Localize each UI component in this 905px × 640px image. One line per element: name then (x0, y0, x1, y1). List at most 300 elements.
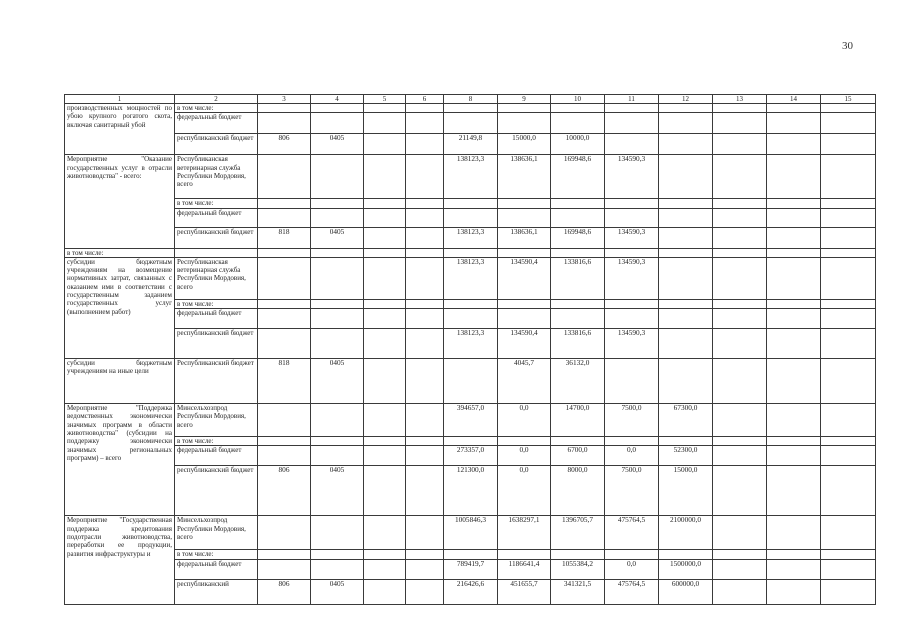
value-cell (659, 155, 713, 199)
row-funding-source: федеральный бюджет (175, 559, 258, 579)
value-cell (406, 113, 444, 134)
value-cell (551, 309, 605, 329)
value-cell (605, 199, 659, 208)
table-row (65, 550, 876, 559)
value-cell (713, 257, 767, 299)
value-cell: 134590,4 (498, 257, 551, 299)
value-cell: 8000,0 (551, 466, 605, 516)
table-row (65, 113, 876, 134)
value-cell (406, 257, 444, 299)
value-cell (364, 248, 406, 257)
value-cell: 1396705,7 (551, 516, 605, 550)
value-cell (821, 227, 876, 248)
value-cell (821, 299, 876, 308)
table-row (65, 104, 876, 113)
value-cell (364, 155, 406, 199)
value-cell (498, 437, 551, 446)
value-cell (406, 550, 444, 559)
table-header-cell: 14 (767, 95, 821, 104)
value-cell: 21149,8 (444, 134, 498, 155)
value-cell (821, 208, 876, 227)
value-cell: 7500,0 (605, 404, 659, 437)
value-cell (767, 248, 821, 257)
table-row (65, 199, 876, 208)
row-funding-source: Республиканская ветеринарная служба Республики Мордовия, всего (175, 257, 258, 299)
value-cell (659, 104, 713, 113)
value-cell (713, 248, 767, 257)
table-header-cell: 9 (498, 95, 551, 104)
table-row (65, 516, 876, 550)
table-row (65, 579, 876, 604)
value-cell (364, 113, 406, 134)
table-header-cell: 11 (605, 95, 659, 104)
value-cell (444, 113, 498, 134)
row-funding-source: республиканский бюджет (175, 134, 258, 155)
value-cell (551, 437, 605, 446)
value-cell (444, 309, 498, 329)
value-cell (406, 248, 444, 257)
value-cell (258, 155, 311, 199)
value-cell (821, 446, 876, 466)
value-cell (406, 516, 444, 550)
value-cell (659, 550, 713, 559)
value-cell (821, 359, 876, 404)
table-body (65, 104, 876, 605)
value-cell (551, 199, 605, 208)
value-cell (311, 248, 364, 257)
value-cell: 134590,4 (498, 329, 551, 359)
value-cell (406, 309, 444, 329)
value-cell (498, 104, 551, 113)
row-description: субсидии бюджетным учреждениям на иные цели (65, 359, 175, 404)
value-cell (767, 559, 821, 579)
table-row (65, 559, 876, 579)
value-cell: 6700,0 (551, 446, 605, 466)
value-cell: 121300,0 (444, 466, 498, 516)
value-cell (713, 227, 767, 248)
table-header-cell: 12 (659, 95, 713, 104)
value-cell (713, 359, 767, 404)
value-cell (821, 199, 876, 208)
row-funding-source: республиканский бюджет (175, 466, 258, 516)
value-cell (364, 559, 406, 579)
value-cell (258, 404, 311, 437)
value-cell: 134590,3 (605, 257, 659, 299)
row-funding-source: федеральный бюджет (175, 446, 258, 466)
value-cell (444, 550, 498, 559)
value-cell (767, 113, 821, 134)
table-header-cell: 13 (713, 95, 767, 104)
value-cell (551, 113, 605, 134)
value-cell: 133816,6 (551, 257, 605, 299)
value-cell (659, 359, 713, 404)
value-cell (713, 559, 767, 579)
value-cell (659, 248, 713, 257)
value-cell: 138123,3 (444, 257, 498, 299)
value-cell (364, 329, 406, 359)
value-cell (821, 404, 876, 437)
value-cell: 133816,6 (551, 329, 605, 359)
table-row (65, 299, 876, 308)
value-cell (713, 466, 767, 516)
value-cell (659, 329, 713, 359)
value-cell (364, 257, 406, 299)
value-cell: 600000,0 (659, 579, 713, 604)
value-cell (713, 309, 767, 329)
row-funding-source (175, 248, 258, 257)
table-row (65, 248, 876, 257)
value-cell: 806 (258, 466, 311, 516)
value-cell (444, 199, 498, 208)
value-cell: 1500000,0 (659, 559, 713, 579)
value-cell (821, 104, 876, 113)
value-cell (406, 208, 444, 227)
table-row (65, 227, 876, 248)
row-funding-source: Минсельхозпрод Республики Мордовия, всего (175, 516, 258, 550)
value-cell: 394657,0 (444, 404, 498, 437)
value-cell (364, 404, 406, 437)
value-cell (444, 208, 498, 227)
value-cell (605, 113, 659, 134)
value-cell (406, 559, 444, 579)
value-cell (767, 208, 821, 227)
value-cell: 0405 (311, 466, 364, 516)
value-cell (406, 199, 444, 208)
value-cell (498, 299, 551, 308)
table-row (65, 466, 876, 516)
table-header-cell: 10 (551, 95, 605, 104)
value-cell: 169948,6 (551, 155, 605, 199)
value-cell (551, 208, 605, 227)
row-funding-source: федеральный бюджет (175, 208, 258, 227)
value-cell (821, 134, 876, 155)
value-cell (767, 227, 821, 248)
value-cell (364, 466, 406, 516)
value-cell (605, 248, 659, 257)
value-cell (258, 329, 311, 359)
value-cell (311, 516, 364, 550)
value-cell (659, 113, 713, 134)
value-cell (364, 208, 406, 227)
value-cell (406, 299, 444, 308)
value-cell (821, 257, 876, 299)
value-cell (258, 208, 311, 227)
value-cell (659, 309, 713, 329)
value-cell: 1005846,3 (444, 516, 498, 550)
value-cell: 52300,0 (659, 446, 713, 466)
value-cell (311, 446, 364, 466)
table-row (65, 257, 876, 299)
row-funding-source: республиканский бюджет (175, 329, 258, 359)
value-cell (444, 248, 498, 257)
table-row (65, 309, 876, 329)
row-description: Мероприятие "Оказание государственных услуг в отрасли животноводства" - всего: (65, 155, 175, 248)
value-cell (767, 446, 821, 466)
value-cell (767, 579, 821, 604)
value-cell (406, 329, 444, 359)
value-cell (258, 299, 311, 308)
value-cell (713, 437, 767, 446)
table-row (65, 437, 876, 446)
value-cell (311, 155, 364, 199)
value-cell (767, 359, 821, 404)
value-cell: 2100000,0 (659, 516, 713, 550)
value-cell (605, 104, 659, 113)
value-cell (258, 446, 311, 466)
value-cell: 10000,0 (551, 134, 605, 155)
table-header-cell: 5 (364, 95, 406, 104)
value-cell (364, 299, 406, 308)
value-cell: 138636,1 (498, 155, 551, 199)
value-cell (605, 437, 659, 446)
value-cell: 216426,6 (444, 579, 498, 604)
value-cell (605, 550, 659, 559)
value-cell (713, 446, 767, 466)
value-cell (498, 208, 551, 227)
value-cell (498, 199, 551, 208)
value-cell (659, 199, 713, 208)
value-cell (551, 550, 605, 559)
row-funding-source: республиканский бюджет (175, 227, 258, 248)
value-cell: 451655,7 (498, 579, 551, 604)
row-funding-source: в том числе: (175, 104, 258, 113)
row-description: производственных мощностей по убою крупного рогатого скота, включая санитарный убой (65, 104, 175, 155)
value-cell (364, 227, 406, 248)
value-cell (444, 437, 498, 446)
value-cell (406, 404, 444, 437)
value-cell (821, 466, 876, 516)
value-cell (258, 516, 311, 550)
value-cell (821, 437, 876, 446)
value-cell (406, 466, 444, 516)
value-cell (444, 104, 498, 113)
value-cell: 0,0 (498, 404, 551, 437)
value-cell (713, 550, 767, 559)
table-header-row (65, 95, 876, 104)
row-description: Мероприятие "Государственная поддержка кредитования подотрасли животноводства, переработки ее продукции, развития инфраструктуры и (65, 516, 175, 604)
row-funding-source: в том числе: (175, 299, 258, 308)
row-funding-source: республиканский (175, 579, 258, 604)
table-header-cell: 4 (311, 95, 364, 104)
value-cell (444, 359, 498, 404)
table-row (65, 134, 876, 155)
value-cell (659, 257, 713, 299)
value-cell (311, 199, 364, 208)
budget-table (64, 94, 876, 605)
value-cell: 789419,7 (444, 559, 498, 579)
value-cell (767, 155, 821, 199)
value-cell (767, 257, 821, 299)
value-cell (364, 550, 406, 559)
value-cell (498, 248, 551, 257)
value-cell (767, 516, 821, 550)
value-cell: 1638297,1 (498, 516, 551, 550)
value-cell (821, 155, 876, 199)
row-funding-source: в том числе: (175, 199, 258, 208)
value-cell: 0,0 (498, 446, 551, 466)
value-cell (364, 104, 406, 113)
value-cell: 0,0 (498, 466, 551, 516)
value-cell: 341321,5 (551, 579, 605, 604)
value-cell (659, 437, 713, 446)
value-cell (311, 309, 364, 329)
value-cell: 818 (258, 359, 311, 404)
value-cell: 134590,3 (605, 227, 659, 248)
table-row (65, 404, 876, 437)
value-cell (659, 299, 713, 308)
value-cell: 475764,5 (605, 579, 659, 604)
value-cell (713, 299, 767, 308)
value-cell: 806 (258, 134, 311, 155)
value-cell (713, 329, 767, 359)
value-cell (767, 437, 821, 446)
row-funding-source: федеральный бюджет (175, 309, 258, 329)
value-cell (767, 309, 821, 329)
value-cell (767, 404, 821, 437)
row-description: Мероприятие "Поддержка ведомственных экономически значимых программ в области животноводства" (субсидии на поддержку экономически значимых региональных программ) – всего (65, 404, 175, 516)
value-cell (364, 516, 406, 550)
value-cell: 15000,0 (498, 134, 551, 155)
value-cell (713, 404, 767, 437)
value-cell: 138123,3 (444, 227, 498, 248)
table-row (65, 208, 876, 227)
value-cell: 1186641,4 (498, 559, 551, 579)
value-cell: 14700,0 (551, 404, 605, 437)
value-cell (767, 104, 821, 113)
value-cell (767, 466, 821, 516)
row-funding-source: в том числе: (175, 437, 258, 446)
value-cell (498, 550, 551, 559)
value-cell (258, 104, 311, 113)
value-cell: 0,0 (605, 559, 659, 579)
value-cell (311, 329, 364, 359)
value-cell (767, 550, 821, 559)
value-cell (713, 104, 767, 113)
value-cell (406, 437, 444, 446)
value-cell (258, 248, 311, 257)
value-cell (498, 309, 551, 329)
table-header-cell: 2 (175, 95, 258, 104)
value-cell (258, 309, 311, 329)
value-cell (311, 437, 364, 446)
value-cell (406, 155, 444, 199)
value-cell (258, 550, 311, 559)
value-cell (406, 134, 444, 155)
value-cell: 273357,0 (444, 446, 498, 466)
value-cell: 67300,0 (659, 404, 713, 437)
value-cell (821, 550, 876, 559)
value-cell (821, 113, 876, 134)
value-cell (364, 134, 406, 155)
value-cell (406, 359, 444, 404)
value-cell: 0405 (311, 579, 364, 604)
row-funding-source: Республиканская ветеринарная служба Республики Мордовия, всего (175, 155, 258, 199)
value-cell (311, 104, 364, 113)
value-cell (364, 309, 406, 329)
value-cell: 138636,1 (498, 227, 551, 248)
row-funding-source: Минсельхозпрод Республики Мордовия, всего (175, 404, 258, 437)
table-row (65, 155, 876, 199)
value-cell: 4045,7 (498, 359, 551, 404)
table-row (65, 329, 876, 359)
value-cell (258, 437, 311, 446)
value-cell (444, 299, 498, 308)
table-header-cell: 15 (821, 95, 876, 104)
value-cell (364, 199, 406, 208)
value-cell (364, 579, 406, 604)
table-header-cell: 1 (65, 95, 175, 104)
row-funding-source: Республиканский бюджет (175, 359, 258, 404)
value-cell (821, 248, 876, 257)
value-cell (713, 208, 767, 227)
value-cell (551, 248, 605, 257)
value-cell (713, 516, 767, 550)
value-cell (406, 104, 444, 113)
value-cell (821, 579, 876, 604)
value-cell (605, 299, 659, 308)
page-number: 30 (842, 40, 853, 52)
value-cell (821, 329, 876, 359)
value-cell (605, 359, 659, 404)
value-cell (605, 134, 659, 155)
value-cell (713, 579, 767, 604)
row-description: в том числе: (65, 248, 175, 257)
value-cell: 169948,6 (551, 227, 605, 248)
value-cell (311, 208, 364, 227)
value-cell (713, 199, 767, 208)
value-cell: 0405 (311, 227, 364, 248)
value-cell (821, 309, 876, 329)
table-header-cell: 6 (406, 95, 444, 104)
value-cell: 36132,0 (551, 359, 605, 404)
value-cell: 0,0 (605, 446, 659, 466)
value-cell: 475764,5 (605, 516, 659, 550)
row-description: субсидии бюджетным учреждениям на возмещение нормативных затрат, связанных с оказанием ими в соответствии с государственным заданием государственных услуг (выполнением работ) (65, 257, 175, 358)
row-funding-source: федеральный бюджет (175, 113, 258, 134)
table-header-cell: 3 (258, 95, 311, 104)
value-cell (821, 559, 876, 579)
value-cell (767, 199, 821, 208)
value-cell (713, 113, 767, 134)
value-cell: 138123,3 (444, 329, 498, 359)
table-header-cell: 8 (444, 95, 498, 104)
value-cell (311, 550, 364, 559)
value-cell (713, 134, 767, 155)
table-row (65, 446, 876, 466)
value-cell (659, 227, 713, 248)
value-cell (311, 404, 364, 437)
value-cell: 0405 (311, 359, 364, 404)
value-cell: 7500,0 (605, 466, 659, 516)
value-cell: 806 (258, 579, 311, 604)
value-cell (258, 257, 311, 299)
table-row (65, 359, 876, 404)
value-cell (821, 516, 876, 550)
value-cell (767, 134, 821, 155)
value-cell (659, 208, 713, 227)
value-cell: 15000,0 (659, 466, 713, 516)
value-cell (406, 227, 444, 248)
value-cell (258, 113, 311, 134)
value-cell (258, 559, 311, 579)
value-cell: 818 (258, 227, 311, 248)
value-cell (364, 359, 406, 404)
value-cell (498, 113, 551, 134)
value-cell (311, 559, 364, 579)
value-cell (406, 579, 444, 604)
value-cell: 0405 (311, 134, 364, 155)
value-cell: 1055384,2 (551, 559, 605, 579)
